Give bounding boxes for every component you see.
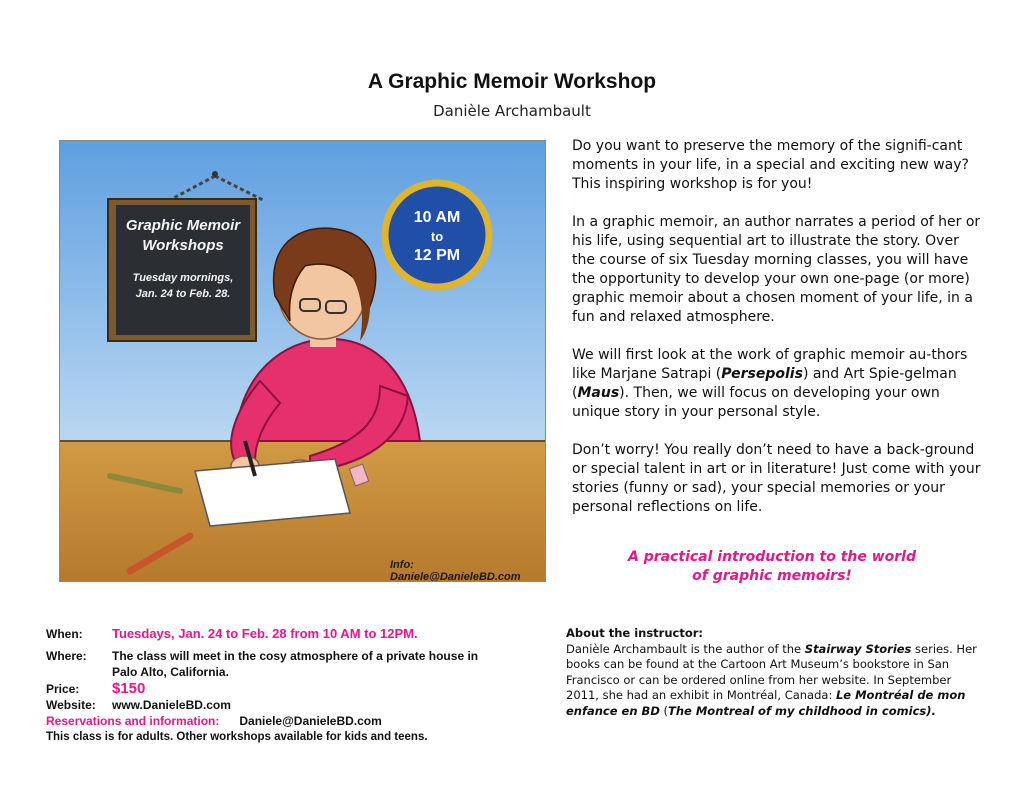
board-title-line-2: Workshops [142, 237, 224, 254]
p3-text-a: We will first look at the work of graphic memoir au-thors like Marjane Satrapi ( [572, 347, 968, 382]
description-column [572, 137, 982, 536]
about-text-3: series. Her books can be found at the Cartoon Art Museum’s bookstore in San Francisco or can be ordered online from her website. In September 2011, she had an exhibit in Montréal, Canada: [566, 641, 977, 702]
description-paragraph-1: Do you want to preserve the memory of the signifi-cant moments in your life, in a special and exciting new way? This inspiring workshop is for you! [572, 138, 969, 192]
audience-note: This class is for adults. Other workshops available for kids and teens. [46, 731, 428, 743]
p3-text-e: ). Then, we will focus on developing your own unique story in your personal style. [572, 385, 940, 420]
workshop-illustration [59, 140, 546, 582]
price-row [46, 681, 556, 697]
when-value: Tuesdays, Jan. 24 to Feb. 28 from 10 AM to 12PM. [112, 626, 418, 641]
illustration-info-email: Info: Daniele@DanieleBD.com [390, 559, 521, 582]
website-label: Website: [46, 698, 96, 712]
author-name: Danièle Archambault [433, 102, 591, 120]
workshop-details [46, 626, 556, 745]
illustration-drawing [60, 141, 545, 581]
page-title: A Graphic Memoir Workshop [367, 70, 657, 93]
price-label: Price: [46, 682, 80, 696]
price-value: $150 [112, 680, 146, 697]
where-value-1: The class will meet in the cosy atmosphere of a private house in [112, 649, 479, 663]
maus-title: Maus [577, 385, 620, 401]
persepolis-title: Persepolis [721, 366, 803, 382]
about-instructor [566, 626, 986, 719]
when-row [46, 626, 556, 642]
tagline-line-1: A practical introduction to the world [628, 549, 916, 565]
where-row [46, 648, 556, 664]
when-label: When: [46, 627, 83, 641]
description-paragraph-3 [572, 346, 982, 422]
website-value[interactable]: www.DanieleBD.com [112, 698, 231, 712]
board-sub-line-1: Tuesday mornings, [132, 272, 234, 284]
montreal-english-title: The Montreal of my childhood in comics). [668, 703, 936, 718]
about-text-5: ( [659, 703, 669, 718]
stairway-stories-title: Stairway Stories [804, 641, 912, 656]
reservations-label: Reservations and information: [46, 714, 220, 728]
tagline [572, 548, 972, 586]
montreal-book-title: Le Montréal de mon enfance en BD [566, 688, 966, 718]
clock-line-3: 12 PM [413, 247, 461, 264]
reservations-email[interactable]: Daniele@DanieleBD.com [239, 714, 382, 728]
description-paragraph-4: Don’t worry! You really don’t need to have a back-ground or special talent in art or in literature! Just come with your stories (funny or sad), your special memories or your personal reflections on life. [572, 442, 981, 515]
where-value-2: Palo Alto, California. [112, 665, 229, 679]
clock-line-1: 10 AM [413, 209, 461, 226]
about-heading: About the instructor: [566, 626, 704, 640]
description-paragraph-2: In a graphic memoir, an author narrates a period of her or his life, using sequential art to illustrate the story. Over the course of six Tuesday morning classes, you will have the opportunity to develop your own one-page (or more) graphic memoir about a chosen moment of your life, in a fun and relaxed atmosphere. [572, 214, 981, 325]
website-row [46, 697, 556, 713]
about-text [566, 642, 986, 720]
board-sub-line-2: Jan. 24 to Feb. 28. [135, 288, 231, 300]
tagline-line-2: of graphic memoirs! [692, 568, 852, 584]
where-row-2 [46, 664, 556, 680]
clock-line-2: to [430, 229, 444, 244]
where-label: Where: [46, 649, 87, 663]
p3-text-c: ) and Art Spie-gelman ( [572, 366, 957, 401]
about-text-1: Danièle Archambault is the author of the [566, 641, 805, 656]
reservations-row [46, 713, 556, 729]
board-title-line-1: Graphic Memoir [125, 217, 241, 234]
